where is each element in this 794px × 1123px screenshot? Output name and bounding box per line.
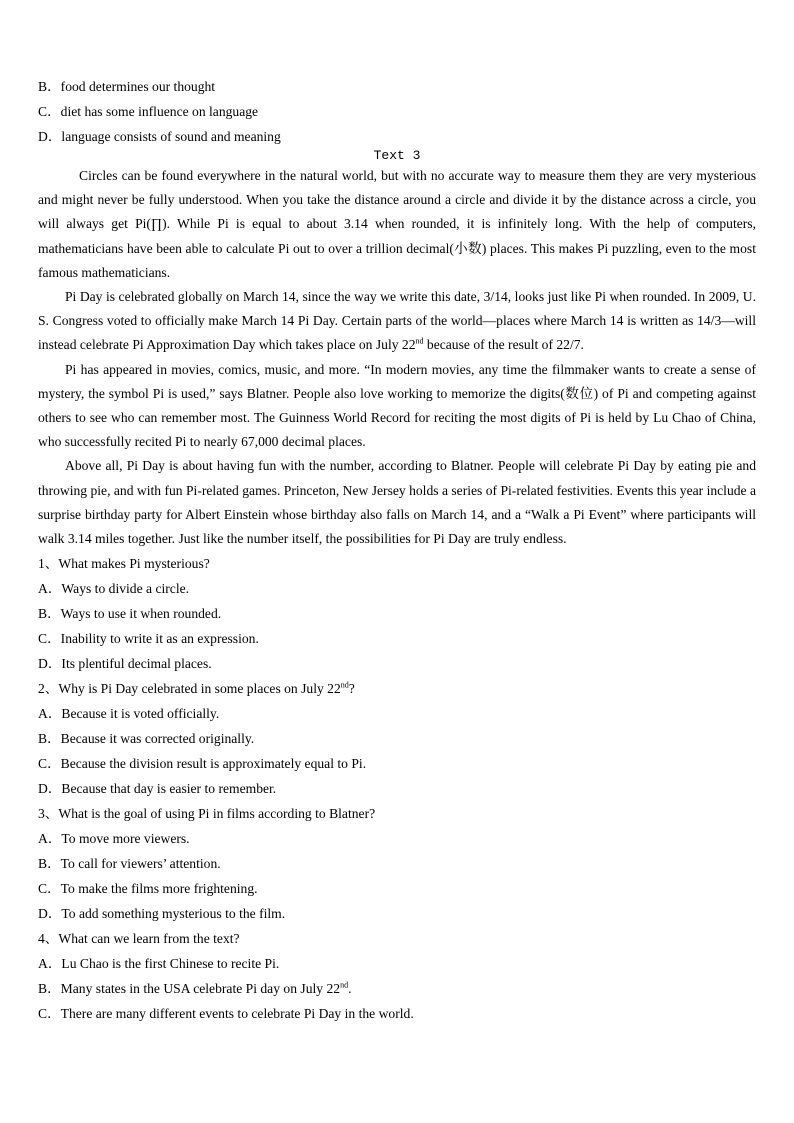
option-d [38,124,756,149]
question-2-option [38,726,756,751]
option-label: C． [38,881,61,897]
question-number: 2、 [38,681,59,697]
option-text: Its plentiful decimal places. [61,656,212,672]
passage-paragraph-3 [38,358,756,455]
option-text: To add something mysterious to the film. [61,906,286,922]
option-text: There are many different events to celebrate Pi Day in the world. [60,1006,414,1022]
question-2-option [38,776,756,801]
option-label: C． [38,1006,61,1022]
question-text: What can we learn from the text? [58,931,240,947]
question-4 [38,926,756,951]
option-text: To make the films more frightening. [60,881,258,897]
paragraph-text: Circles can be found everywhere in the natural world, but with no accurate way to measure them they are very mysterious and might never be fully understood. When you take the distance around a circle and divide it by the distance across a circle, you will always get Pi(∏). While Pi is equal to about 3.14 when rounded, it is infinitely long. With the help of computers, mathematicians have been able to calculate Pi out to over a trillion decimal(小数) places. This makes Pi puzzling, even to the most famous mathematicians. [38,168,756,280]
option-text: Lu Chao is the first Chinese to recite Pi. [61,956,280,972]
paragraph-text: Pi Day is celebrated globally on March 14, since the way we write this date, 3/14, looks just like Pi when rounded. In 2009, U. S. Congress voted to officially make March 14 Pi Day. Certain parts of the world—places where March 14 is written as 14/3—will instead celebrate Pi Approximation Day which takes place on July 22 [38,289,756,353]
paragraph-text: Pi has appeared in movies, comics, music, and more. “In modern movies, any time the filmmaker wants to create a sense of mystery, the symbol Pi is used,” says Blatner. People also love working to memorize the digits(数位) of Pi and competing against others to see who can remember most. The Guinness World Record for reciting the most digits of Pi is held by Lu Chao of China, who successfully recited Pi to nearly 67,000 decimal places. [38,361,756,450]
question-1-option [38,576,756,601]
option-b [38,74,756,99]
option-label: C． [38,756,61,772]
option-text: language consists of sound and meaning [61,129,281,144]
option-text: Because it was corrected originally. [60,731,255,747]
question-3 [38,801,756,826]
option-text: Inability to write it as an expression. [60,631,259,647]
question-number: 1、 [38,556,59,572]
question-number: 3、 [38,806,59,822]
question-1 [38,551,756,576]
option-text: Many states in the USA celebrate Pi day on July 22 [60,981,341,997]
option-text: diet has some influence on language [60,104,259,119]
option-label: B． [38,856,61,872]
superscript: nd [340,980,349,990]
question-1-option [38,651,756,676]
option-label: C． [38,631,61,647]
question-text-tail: ? [348,681,355,697]
option-label: D． [38,129,62,144]
paragraph-text: Above all, Pi Day is about having fun with the number, according to Blatner. People will celebrate Pi Day by eating pie and throwing pie, and with fun Pi-related games. Princeton, New Jersey holds a series of Pi-related festivities. Events this year include a surprise birthday party for Albert Einstein whose birthday also falls on March 14, and a “Walk a Pi Event” where participants will walk 3.14 miles together. Just like the number itself, the possibilities for Pi Day are truly endless. [38,458,757,547]
option-label: A． [38,956,62,972]
question-4-option [38,976,756,1001]
option-label: A． [38,831,62,847]
question-number: 4、 [38,931,59,947]
option-label: C． [38,104,61,119]
option-label: D． [38,656,62,672]
passage-paragraph-1 [38,164,756,285]
option-label: B． [38,731,61,747]
question-2 [38,676,756,701]
superscript: nd [340,680,349,690]
option-label: B． [38,79,61,94]
passage-paragraph-2 [38,285,756,358]
question-2-option [38,751,756,776]
option-text: Because that day is easier to remember. [61,781,277,797]
question-1-option [38,601,756,626]
option-label: B． [38,981,61,997]
superscript: nd [415,336,424,346]
question-4-option [38,951,756,976]
question-text: What makes Pi mysterious? [58,556,210,572]
question-3-option [38,826,756,851]
option-text: To move more viewers. [61,831,190,847]
passage-title: Text 3 [373,148,421,163]
option-text: Because it is voted officially. [61,706,220,722]
option-text: To call for viewers’ attention. [60,856,221,872]
option-label: D． [38,781,62,797]
question-text: Why is Pi Day celebrated in some places on July 22 [58,681,341,697]
option-label: A． [38,581,62,597]
question-list [38,551,756,1026]
option-text: Because the division result is approximately equal to Pi. [60,756,367,772]
question-text: What is the goal of using Pi in films according to Blatner? [58,806,376,822]
option-label: A． [38,706,62,722]
option-text: Ways to divide a circle. [61,581,190,597]
previous-question-options [38,74,756,149]
option-text: Ways to use it when rounded. [60,606,222,622]
question-2-option [38,701,756,726]
option-text: food determines our thought [60,79,216,94]
question-1-option [38,626,756,651]
option-label: D． [38,906,62,922]
option-c [38,99,756,124]
option-text-tail: . [348,981,352,997]
question-3-option [38,851,756,876]
question-3-option [38,901,756,926]
document-page [38,74,756,1026]
option-label: B． [38,606,61,622]
question-4-option [38,1001,756,1026]
paragraph-text-tail: because of the result of 22/7. [423,337,584,353]
question-3-option [38,876,756,901]
passage-paragraph-4 [38,454,756,551]
